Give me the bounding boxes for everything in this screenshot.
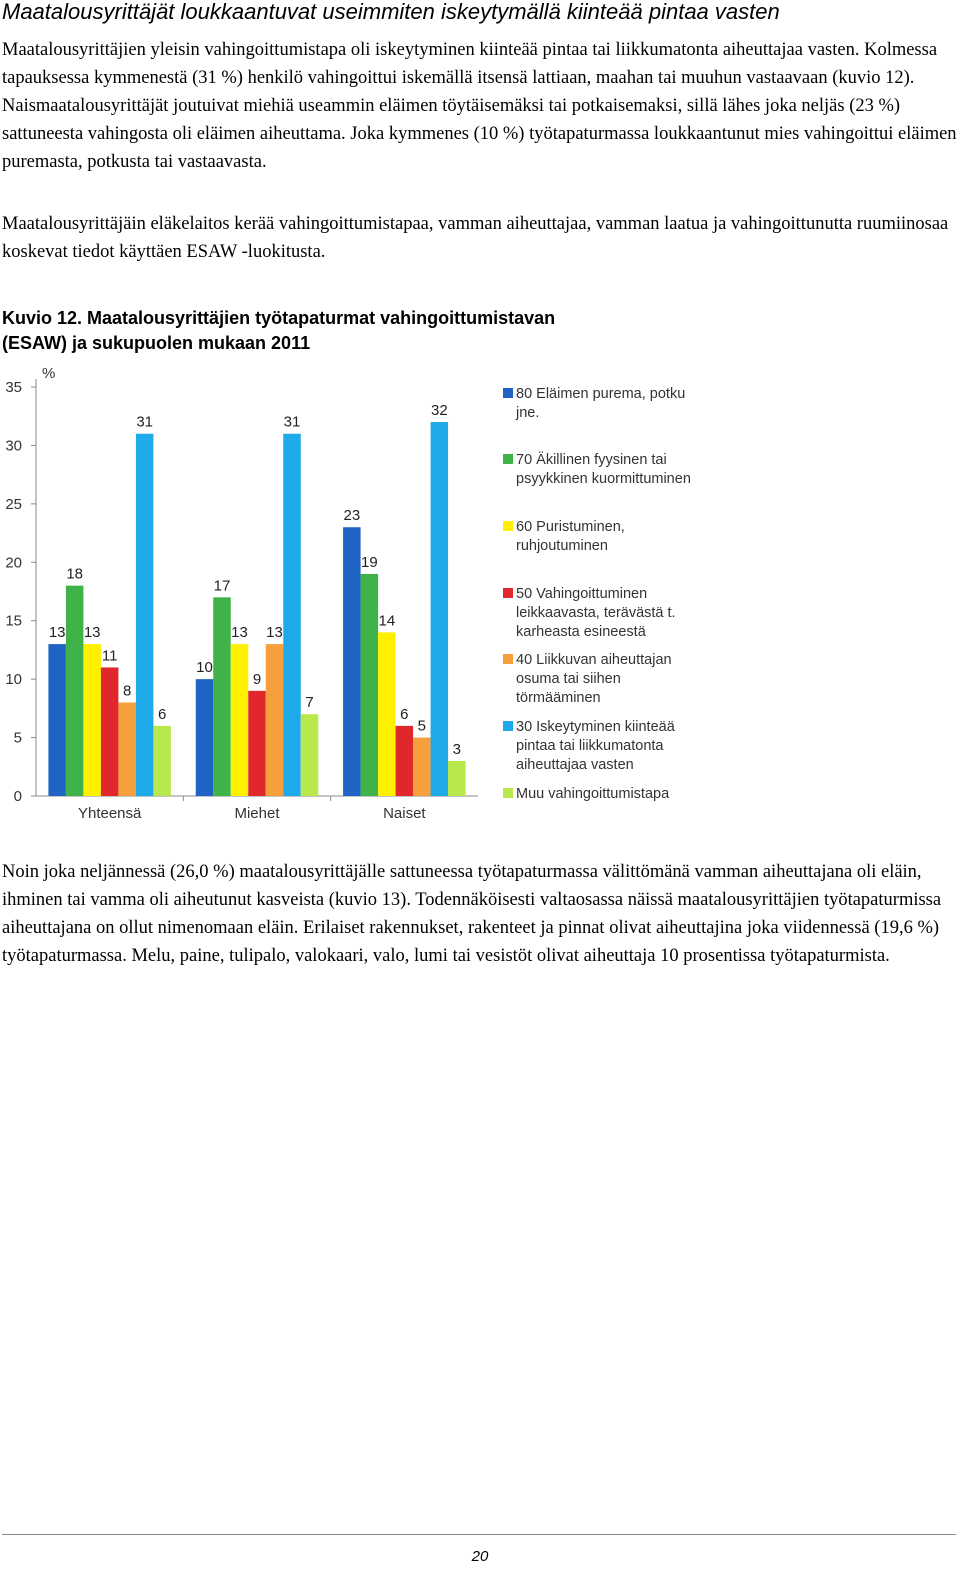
bar-value-label: 18 [66, 565, 84, 583]
legend-label: karheasta esineestä [516, 624, 646, 640]
figure-caption [2, 306, 702, 356]
legend-label: pintaa tai liikkumatonta [516, 738, 664, 754]
footer-divider [2, 1534, 956, 1535]
y-tick-label: 35 [5, 379, 22, 396]
legend-label: 30 Iskeytyminen kiinteää [516, 719, 675, 735]
bar [361, 574, 379, 796]
bar-value-label: 6 [400, 705, 409, 723]
legend-label: leikkaavasta, terävästä t. [516, 605, 676, 621]
paragraph-3: Noin joka neljännessä (26,0 %) maatalousyrittäjälle sattuneessa työtapaturmassa välittömänä vamman aiheuttajana oli eläin, ihminen tai vamma oli aiheutunut kasveista (kuvio 13). Todennäköisesti valtaosassa näissä maatalousyrittäjien työtapaturmissa aiheuttajana on ollut nimenomaan eläin. Erilaiset rakennukset, rakenteet ja pinnat olivat aiheuttajina joka viidennessä (19,6 %) työtapaturmassa. Melu, paine, tulipalo, valokaari, valo, lumi tai vesistöt olivat aiheuttaja 10 prosentissa työtapaturmista. [2, 862, 942, 966]
bar-value-label: 32 [430, 402, 448, 420]
y-tick-label: 5 [13, 729, 22, 747]
bar-value-label: 14 [378, 612, 396, 630]
legend-label: 70 Äkillinen fyysinen tai [516, 452, 667, 468]
y-tick-label: 10 [5, 671, 22, 689]
bar [396, 726, 414, 796]
figure-caption-line-1: Kuvio 12. Maatalousyrittäjien työtapaturmat vahingoittumistavan [2, 308, 556, 328]
bar [343, 527, 361, 796]
y-tick-label: 30 [5, 437, 22, 455]
bar [301, 714, 319, 796]
y-tick-label: 20 [5, 554, 22, 572]
bar-value-label: 31 [136, 413, 154, 431]
bar [378, 632, 396, 796]
bar-value-label: 19 [360, 553, 378, 571]
bar [118, 703, 135, 796]
bar [66, 586, 84, 796]
legend-label: 40 Liikkuvan aiheuttajan [516, 652, 672, 668]
legend-label: törmääminen [516, 690, 601, 706]
category-label: Naiset [383, 805, 426, 822]
bar [283, 434, 301, 796]
bar-chart [0, 360, 740, 830]
legend-swatch [503, 521, 513, 531]
bar-value-label: 11 [101, 647, 118, 665]
bar-value-label: 17 [213, 577, 231, 595]
bar-value-label: 13 [48, 624, 66, 642]
legend-label: psyykkinen kuormittuminen [516, 471, 691, 487]
bar-value-label: 6 [157, 705, 167, 723]
legend-swatch [503, 454, 513, 464]
paragraph-1: Maatalousyrittäjien yleisin vahingoittumistapa oli iskeytyminen kiinteää pintaa tai liikkumatonta aiheuttajaa vasten. Kolmessa tapauksessa kymmenestä (31 %) henkilö vahingoittui iskemällä itsensä lattiaan, maahan tai muuhun vastaavaan (kuvio 12). Naismaatalousyrittäjät joutuivat miehiä useammin eläimen töytäisemäksi tai potkaisemaksi, sillä lähes joka neljäs (23 %) sattuneesta vahingosta oli eläimen aiheuttama. Joka kymmenes (10 %) työtapaturmassa loukkaantunut mies vahingoittui eläimen puremasta, potkusta tai vastaavasta. [2, 40, 957, 172]
legend-label: Muu vahingoittumistapa [516, 786, 670, 802]
bar [431, 422, 449, 796]
bar [448, 761, 466, 796]
bar-value-label: 10 [196, 659, 213, 677]
legend-label: 60 Puristuminen, [516, 519, 625, 535]
bar [231, 644, 249, 796]
y-axis-label: % [42, 365, 56, 382]
bar-value-label: 7 [305, 694, 314, 712]
legend-swatch [503, 788, 513, 798]
legend-swatch [503, 654, 513, 664]
legend-label: osuma tai siihen [516, 671, 621, 687]
y-tick-label: 25 [5, 495, 22, 513]
figure-caption-line-2: (ESAW) ja sukupuolen mukaan 2011 [2, 333, 311, 353]
bar [266, 644, 284, 796]
bar-value-label: 8 [122, 682, 132, 700]
legend-swatch [503, 721, 513, 731]
bar [413, 738, 431, 796]
legend-label: jne. [516, 405, 540, 421]
legend-label: aiheuttajaa vasten [516, 757, 634, 773]
bar-value-label: 3 [452, 740, 462, 758]
y-tick-label: 15 [5, 612, 22, 630]
bar-value-label: 13 [231, 624, 248, 642]
bar-value-label: 23 [343, 507, 361, 525]
bar [248, 691, 266, 796]
bar [101, 667, 119, 796]
bar-value-label: 13 [266, 624, 283, 642]
bar-value-label: 5 [417, 717, 427, 735]
paragraph-2: Maatalousyrittäjäin eläkelaitos kerää vahingoittumistapaa, vamman aiheuttajaa, vamman laatua ja vahingoittunutta ruumiinosaa koskevat tiedot käyttäen ESAW -luokitusta. [2, 214, 949, 262]
legend-swatch [503, 588, 513, 598]
bar [48, 644, 66, 796]
bar [153, 726, 171, 796]
bar-value-label: 13 [83, 624, 101, 642]
legend-swatch [503, 388, 513, 398]
bar-value-label: 31 [283, 413, 301, 431]
category-label: Yhteensä [77, 805, 142, 822]
bar [136, 434, 154, 796]
category-label: Miehet [234, 805, 280, 822]
bar [196, 679, 214, 796]
section-heading: Maatalousyrittäjät loukkaantuvat useimmiten iskeytymällä kiinteää pintaa vasten [2, 0, 780, 24]
bar [213, 597, 231, 796]
bar [83, 644, 101, 796]
page-number: 20 [471, 1548, 489, 1565]
legend-label: ruhjoutuminen [516, 538, 608, 554]
legend-label: 80 Eläimen purema, potku [516, 386, 686, 402]
bar-value-label: 9 [252, 670, 262, 688]
legend-label: 50 Vahingoittuminen [516, 586, 648, 602]
y-tick-label: 0 [13, 788, 22, 805]
